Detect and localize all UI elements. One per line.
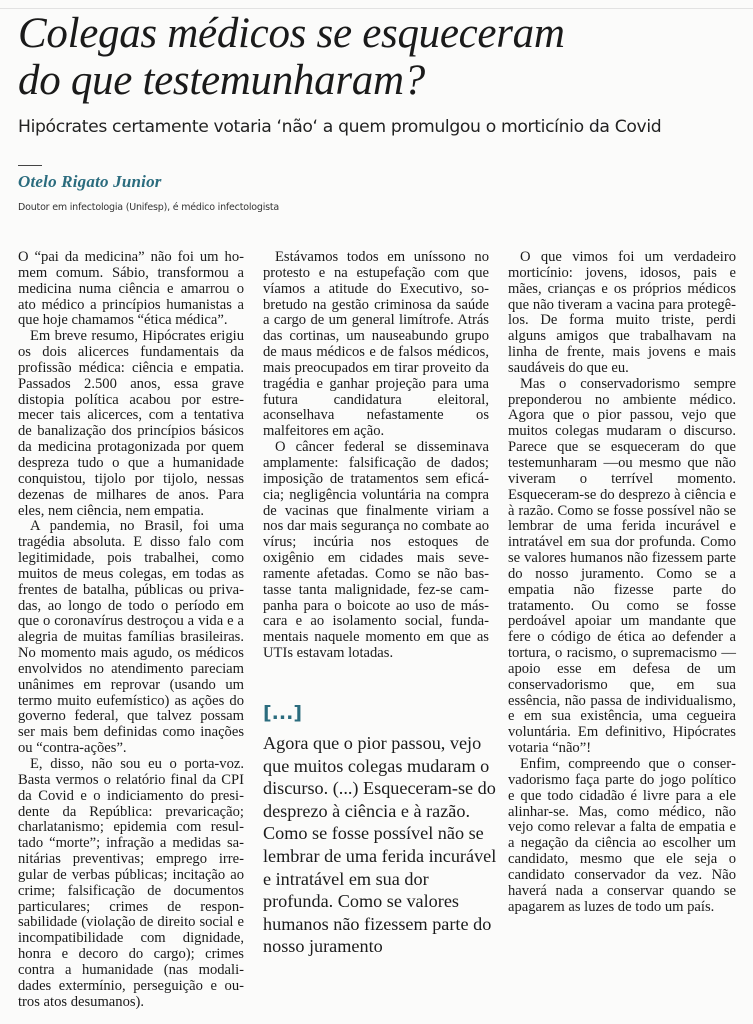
author-rule — [18, 165, 42, 166]
ellipsis-bracket-icon: [...] — [263, 702, 303, 724]
paragraph: Enfim, compreendo que o conservadorismo faça parte do jogo político e que todo cidadão é livre para a ele alinhar-se. Mas, como médico, não vejo como relevar a falta de empatia e a negação da ciência ao escolher um candidato, mesmo que ele seja o candidato conservador da vez. Não haverá nada a conservar quando se apagarem as luzes de todo um país. — [508, 756, 736, 915]
paragraph: E, disso, não sou eu o porta-voz. Basta vermos o relatório final da CPI da Covid e o indiciamento do presidente da República: prevaricação; charlatanismo; epidemia com resultado “morte”; infração a medidas sanitárias preventivas; emprego irregular de verbas públicas; incitação ao crime; falsificação de documentos particulares; crimes de responsabilidade (violação de direito social e incompatibilidade com dignidade, honra e decoro do cargo); crimes contra a humanidade (nas modalidades extermínio, perseguição e outros atos desumanos). — [18, 756, 244, 1010]
pull-quote — [263, 702, 503, 958]
author-bio: Doutor em infectologia (Unifesp), é médico infectologista — [18, 202, 280, 213]
headline-line-1: Colegas médicos se esqueceram — [18, 10, 565, 57]
paragraph: O que vimos foi um verdadeiro morticínio: jovens, idosos, pais e mães, crianças e os próprios médicos que não tiveram a vacina para protegê-los. De forma muito triste, perdi alguns amigos que trabalhavam na linha de frente, mais jovens e mais saudáveis do que eu. — [508, 249, 736, 376]
pull-quote-text: Agora que o pior passou, vejo que muitos colegas mudaram o discurso. (...) Esqueceram-se do desprezo à ciência e à razão. Como se fosse possível não se lembrar de uma ferida incurável e intratável em sua dor profunda. Como se valores humanos não fizessem parte do nosso juramento — [263, 733, 497, 957]
paragraph: O câncer federal se disseminava amplamente: falsificação de dados; imposição de tratamentos sem eficácia; negligência voluntária na compra de vacinas que finalmente viriam a nos dar mais segurança no combate ao vírus; incúria nos estoques de oxigênio em cidades mais severamente afetadas. Como se não bastasse tanta malignidade, fez-se campanha para o boicote ao uso de máscara e ao isolamento social, fundamentais naquele momento em que as UTIs estavam lotadas. — [263, 439, 489, 662]
author-name: Otelo Rigato Junior — [18, 172, 162, 191]
article-column-1 — [18, 250, 244, 1011]
paragraph: Estávamos todos em uníssono no protesto e na estupefação com que víamos a atitude do Executivo, sobretudo na gestão criminosa da saúde a cargo de um general limítrofe. Atrás das cortinas, um nauseabundo grupo de maus médicos e de falsos médicos, mais preocupados em tirar proveito da tragédia e ganhar projeção para uma futura candidatura eleitoral, aconselhava nefastamente os malfeitores em ação. — [263, 249, 489, 440]
paragraph: O “pai da medicina” não foi um homem comum. Sábio, transformou a medicina numa ciência e amarrou o ato médico a princípios humanistas a que hoje chamamos “ética médica”. — [18, 249, 244, 329]
headline-line-2: do que testemunharam? — [18, 57, 425, 104]
headline — [18, 10, 738, 104]
paragraph: Em breve resumo, Hipócrates erigiu os dois alicerces fundamentais da profissão médica: ciência e empatia. Passados 2.500 anos, essa grave distopia política acabou por estremecer tais alicerces, com a tentativa de banalização dos princípios básicos da medicina protagonizada por quem despreza tudo o que a humanidade conquistou, tijolo por tijolo, nessas dezenas de milhares de anos. Para eles, nem ciência, nem empatia. — [18, 328, 244, 519]
top-rule — [0, 8, 753, 9]
article-column-3 — [508, 250, 736, 915]
paragraph: A pandemia, no Brasil, foi uma tragédia absoluta. E disso falo com legitimidade, pois trabalhei, como muitos de meus colegas, em todas as frentes de batalha, públicas ou privadas, ao longo de todo o período em que o coronavírus destroçou a vida e a alegria de muitas famílias brasileiras. No momento mais agudo, os médicos envolvidos no atendimento pareciam unânimes em reprovar (usando um termo muito eufemístico) as ações do governo federal, que talvez possam ser mais bem definidas como inações ou “contra-ações”. — [18, 518, 244, 757]
paragraph: Mas o conservadorismo sempre preponderou no ambiente médico. Agora que o pior passou, vejo que muitos colegas mudaram o discurso. Parece que se esqueceram do que testemunharam —ou mesmo que não viveram o terrível momento. Esqueceram-se do desprezo à ciência e à razão. Como se fosse possível não se lembrar de uma ferida incurável e intratável em sua dor profunda. Como se valores humanos não fizessem parte do nosso juramento. Como se a empatia não fizesse parte do tratamento. Ou como se fosse perdoável apoiar um mandante que fere o código de ética ao defender a tortura, o racismo, o supremacismo —apoio esse em defesa de um conservadorismo que, em sua essência, não passa de individualismo, e em sua existência, uma cegueira voluntária. Em definitivo, Hipócrates votaria “não”! — [508, 375, 736, 757]
article-column-2 — [263, 250, 489, 662]
subheadline: Hipócrates certamente votaria ‘não‘ a quem promulgou o morticínio da Covid — [18, 117, 662, 137]
